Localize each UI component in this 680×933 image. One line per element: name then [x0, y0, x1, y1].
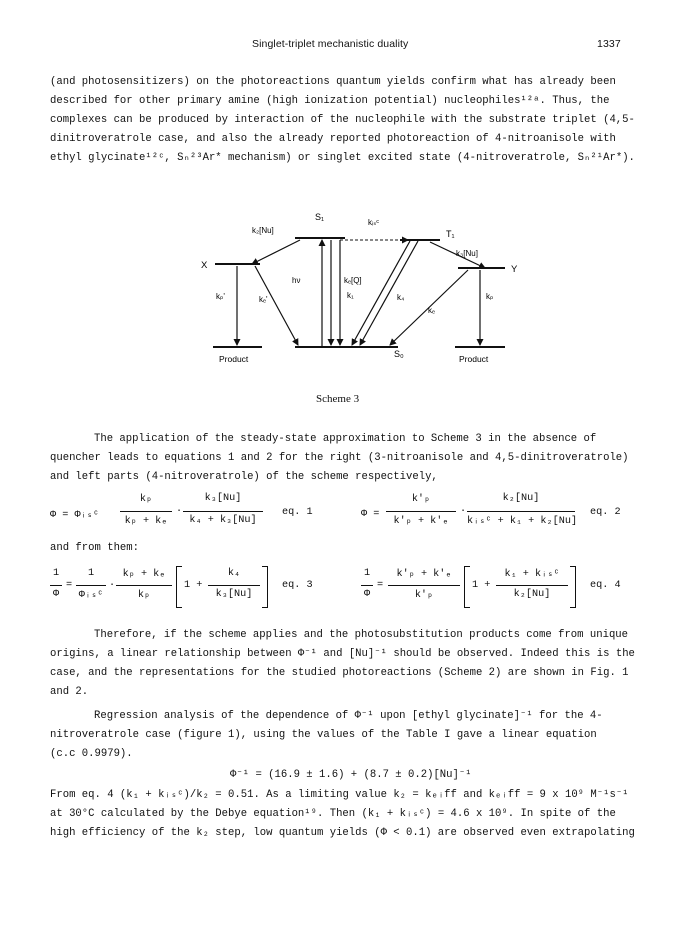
page-number: 1337	[597, 38, 621, 50]
paragraph-steady-state	[50, 430, 629, 487]
text-line: (c.c 0.9979).	[50, 748, 133, 760]
running-title: Singlet-triplet mechanistic duality	[252, 38, 409, 50]
kisc-label: kᵢₛᶜ	[368, 218, 380, 227]
k2nu-label: k₂[Nu]	[252, 226, 274, 235]
text-line: and 2.	[50, 686, 89, 698]
text-line: nitroveratrole case (figure 1), using the values of the Table I gave a linear equation	[50, 729, 597, 741]
eq3-one-plus: 1 +	[184, 580, 203, 591]
eq3-phi-b: Φᵢₛᶜ	[78, 590, 104, 601]
paragraph-regression	[50, 707, 603, 764]
text-line: complexes can be produced by interaction of the nucleophile with the substrate triplet (4,5-	[50, 114, 635, 126]
eq1-den1: kₚ + kₑ	[124, 516, 168, 527]
eq3-phi-a: Φ	[52, 589, 60, 600]
eq4-phi-a: Φ	[363, 589, 371, 600]
text-line: Regression analysis of the dependence of Φ⁻¹ upon [ethyl glycinate]⁻¹ for the 4-	[94, 710, 603, 722]
eq2-den2: kᵢₛᶜ + k₁ + k₂[Nu]	[467, 516, 578, 527]
kq-label: kₑ[Q]	[344, 276, 362, 285]
text-line: dinitroveratrole case, and also the already reported photoreaction of 4-nitroanisole with	[50, 133, 616, 145]
regression-equation: Φ⁻¹ = (16.9 ± 1.6) + (8.7 ± 0.2)[Nu]⁻¹	[230, 769, 472, 781]
kpp-label: kₚ'	[216, 292, 225, 301]
eq3-num1: kₚ + kₑ	[122, 569, 166, 580]
paragraph-eq4-analysis	[50, 786, 635, 843]
eq4-den1: k'ₚ	[414, 590, 434, 601]
scheme-caption: Scheme 3	[316, 393, 360, 405]
k4-arrow-b	[360, 241, 418, 345]
eq3-den2: k₃[Nu]	[215, 589, 253, 600]
text-line: at 30°C calculated by the Debye equation¹⁹. Then (k₁ + kᵢₛᶜ) = 4.6 x 10⁹. In spite of the	[50, 808, 616, 820]
text-line: (and photosensitizers) on the photoreactions quantum yields confirm what has already been	[50, 76, 616, 88]
eq1-label: eq. 1	[282, 507, 313, 518]
text-line: quencher leads to equations 1 and 2 for the right (3-nitroanisole and 4,5-dinitroveratrole)	[50, 452, 629, 464]
paragraph-linear-relationship	[50, 626, 635, 702]
and-from-them: and from them:	[50, 542, 140, 554]
eq4-label: eq. 4	[590, 580, 621, 591]
text-line: Therefore, if the scheme applies and the photosubstitution products come from unique	[94, 629, 629, 641]
eq4-den2: k₂[Nu]	[513, 589, 551, 600]
text-line: ethyl glycinate¹²ᶜ, Sₙ²³Ar* mechanism) or singlet excited state (4-nitroveratrole, Sₙ²¹Ar*).	[50, 152, 635, 164]
eq4-one-plus: 1 +	[472, 580, 491, 591]
text-line: The application of the steady-state approximation to Scheme 3 in the absence of	[94, 433, 597, 445]
product-right-label: Product	[459, 354, 489, 364]
eq3-num2: k₄	[227, 568, 241, 579]
eq1-den2: k₄ + k₃[Nu]	[189, 515, 257, 526]
text-line: origins, a linear relationship between Φ⁻¹ and [Nu]⁻¹ should be observed. Indeed this is the	[50, 648, 635, 660]
k1-label: k₁	[347, 291, 354, 300]
y-label: Y	[511, 264, 518, 275]
text-line: and left parts (4-nitroveratrole) of the scheme respectively,	[50, 471, 438, 483]
text-line: case, and the representations for the studied photoreactions (Scheme 2) are shown in Fig. 1	[50, 667, 629, 679]
t1-label: T₁	[446, 229, 455, 239]
text-line: described for other primary amine (high ionization potential) nucleophiles¹²ᵃ. Thus, the	[50, 95, 610, 107]
eq4-one-a: 1	[363, 568, 371, 579]
eq1-lhs: Φ = Φᵢₛᶜ	[50, 510, 99, 521]
text-line: high efficiency of the k₂ step, low quantum yields (Φ < 0.1) are observed even extrapolating	[50, 827, 635, 839]
text-line: From eq. 4 (k₁ + kᵢₛᶜ)/k₂ = 0.51. As a limiting value k₂ = kₑᵢff and kₑᵢff = 9 x 10⁹ M⁻¹s⁻¹	[50, 789, 629, 801]
hv-label: hν	[292, 276, 301, 285]
eq3-one-b: 1	[87, 568, 95, 579]
eq2-lhs: Φ =	[361, 509, 380, 520]
eq1-num2: k₃[Nu]	[204, 493, 242, 504]
x-label: X	[201, 260, 208, 271]
k3nu-label: k₃[Nu]	[456, 249, 478, 258]
eq2-label: eq. 2	[590, 507, 621, 518]
eq3-one-a: 1	[52, 568, 60, 579]
s1-label: S₁	[315, 212, 325, 222]
eq4-num1: k'ₚ + k'ₑ	[396, 569, 452, 580]
eq1-num1: kₚ	[139, 494, 153, 505]
eq3-den1: kₚ	[137, 590, 151, 601]
scheme-diagram	[0, 0, 680, 400]
s0-label: S₀	[394, 349, 404, 359]
eq3-label: eq. 3	[282, 580, 313, 591]
product-left-label: Product	[219, 354, 249, 364]
eq2-num2: k₂[Nu]	[502, 493, 540, 504]
eq2-num1: k'ₚ	[411, 494, 431, 505]
kdp-label: kₑ'	[259, 295, 268, 304]
k2nu-arrow	[252, 240, 300, 264]
k4-label: k₄	[397, 293, 405, 302]
kd-label: kₑ	[428, 306, 435, 315]
kp-label: kₚ	[486, 292, 494, 301]
eq4-num2: k₁ + kᵢₛᶜ	[504, 569, 560, 580]
eq2-den1: k'ₚ + k'ₑ	[393, 516, 449, 527]
